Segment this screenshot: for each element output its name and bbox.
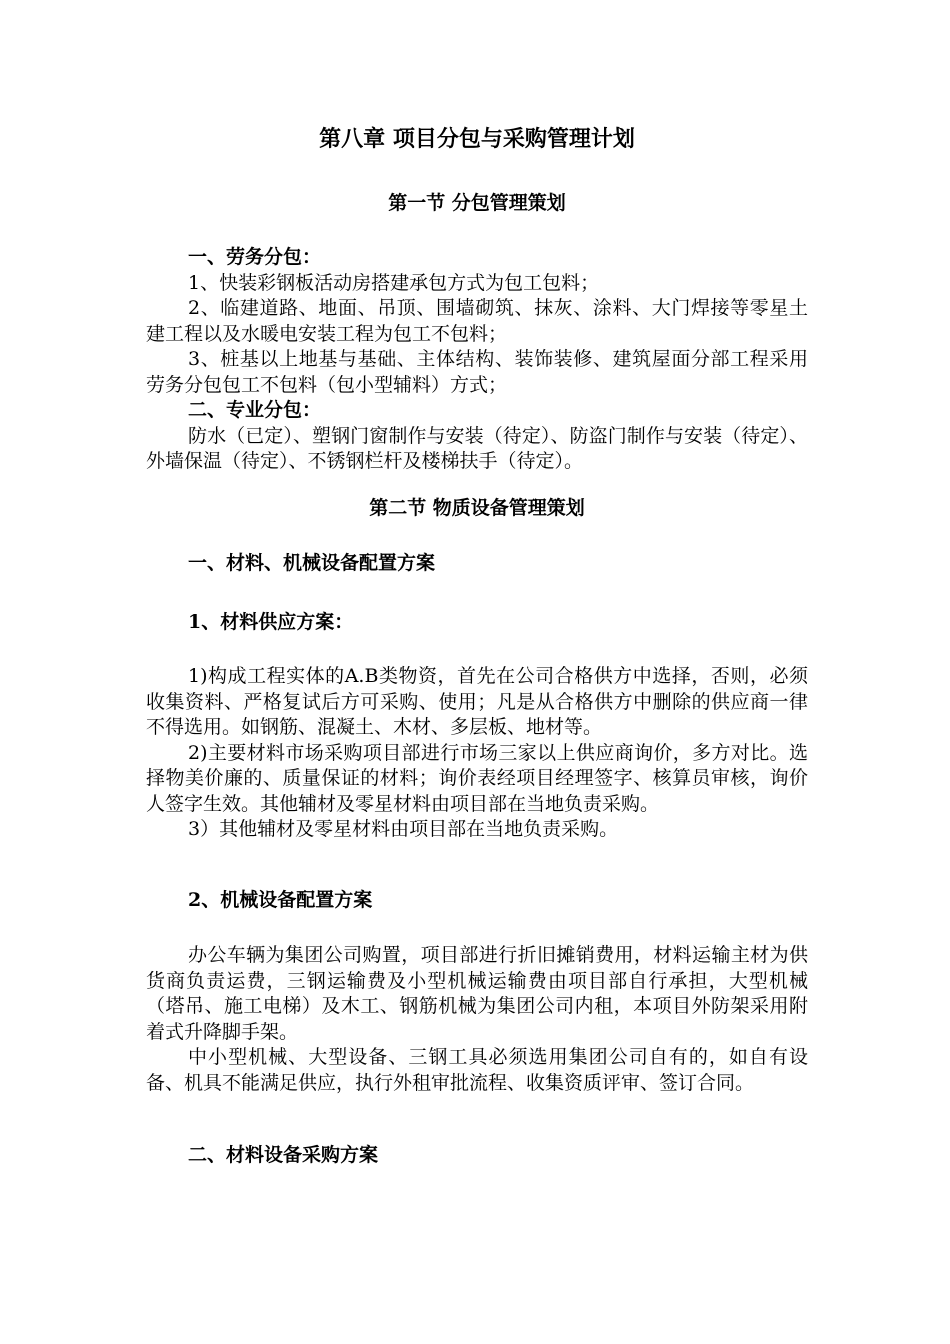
machinery-item-1: 办公车辆为集团公司购置，项目部进行折旧摊销费用，材料运输主材为供货商负责运费，三钢运输费及小型机械运输费由项目部自行承担，大型机械（塔吊、施工电梯）及木工、钢筋机械为集团公司内租，本项目外防架采用附着式升降脚手架。 — [146, 944, 808, 1043]
part2-heading: 二、材料设备采购方案 — [188, 1144, 379, 1166]
supply-items-block — [146, 664, 808, 843]
supply-item-3: 3）其他辅材及零星材料由项目部在当地负责采购。 — [188, 818, 619, 840]
machinery-item-2: 中小型机械、大型设备、三钢工具必须选用集团公司自有的，如自有设备、机具不能满足供应，执行外租审批流程、收集资质评审、签订合同。 — [146, 1046, 808, 1094]
labor-item-2: 2、临建道路、地面、吊顶、围墙砌筑、抹灰、涂料、大门焊接等零星土建工程以及水暖电安装工程为包工不包料； — [146, 297, 808, 345]
chapter-title: 第八章 项目分包与采购管理计划 — [319, 126, 635, 152]
labor-heading: 一、劳务分包： — [188, 246, 322, 268]
labor-item-1: 1、快装彩钢板活动房搭建承包方式为包工包料； — [188, 271, 600, 294]
part1-heading-block — [146, 551, 808, 577]
supply-item-1: 1)构成工程实体的A.B类物资，首先在公司合格供方中选择，否则，必须收集资料、严格复试后方可采购、使用；凡是从合格供方中删除的供应商一律不得选用。如钢筋、混凝土、木材、多层板、地材等。 — [146, 665, 808, 738]
machinery-items-block — [146, 943, 808, 1096]
part1-heading: 一、材料、机械设备配置方案 — [188, 552, 436, 574]
professional-text: 防水（已定）、塑钢门窗制作与安装（待定）、防盗门制作与安装（待定）、外墙保温（待定）、不锈钢栏杆及楼梯扶手（待定）。 — [146, 424, 808, 472]
professional-heading: 二、专业分包： — [188, 399, 322, 421]
supply-heading: 1、材料供应方案： — [188, 611, 354, 633]
section1-title: 第一节 分包管理策划 — [388, 192, 566, 214]
labor-subcontract-block — [146, 245, 808, 475]
machinery-heading: 2、机械设备配置方案 — [188, 889, 373, 911]
part2-heading-block — [146, 1143, 808, 1169]
supply-heading-block — [146, 610, 808, 636]
machinery-heading-block — [146, 888, 808, 914]
section2-title: 第二节 物质设备管理策划 — [369, 497, 585, 519]
supply-item-2: 2)主要材料市场采购项目部进行市场三家以上供应商询价，多方对比。选择物美价廉的、质量保证的材料；询价表经项目经理签字、核算员审核，询价人签字生效。其他辅材及零星材料由项目部在当地负责采购。 — [146, 741, 808, 815]
labor-item-3: 3、桩基以上地基与基础、主体结构、装饰装修、建筑屋面分部工程采用劳务分包包工不包料（包小型辅料）方式； — [146, 348, 808, 396]
